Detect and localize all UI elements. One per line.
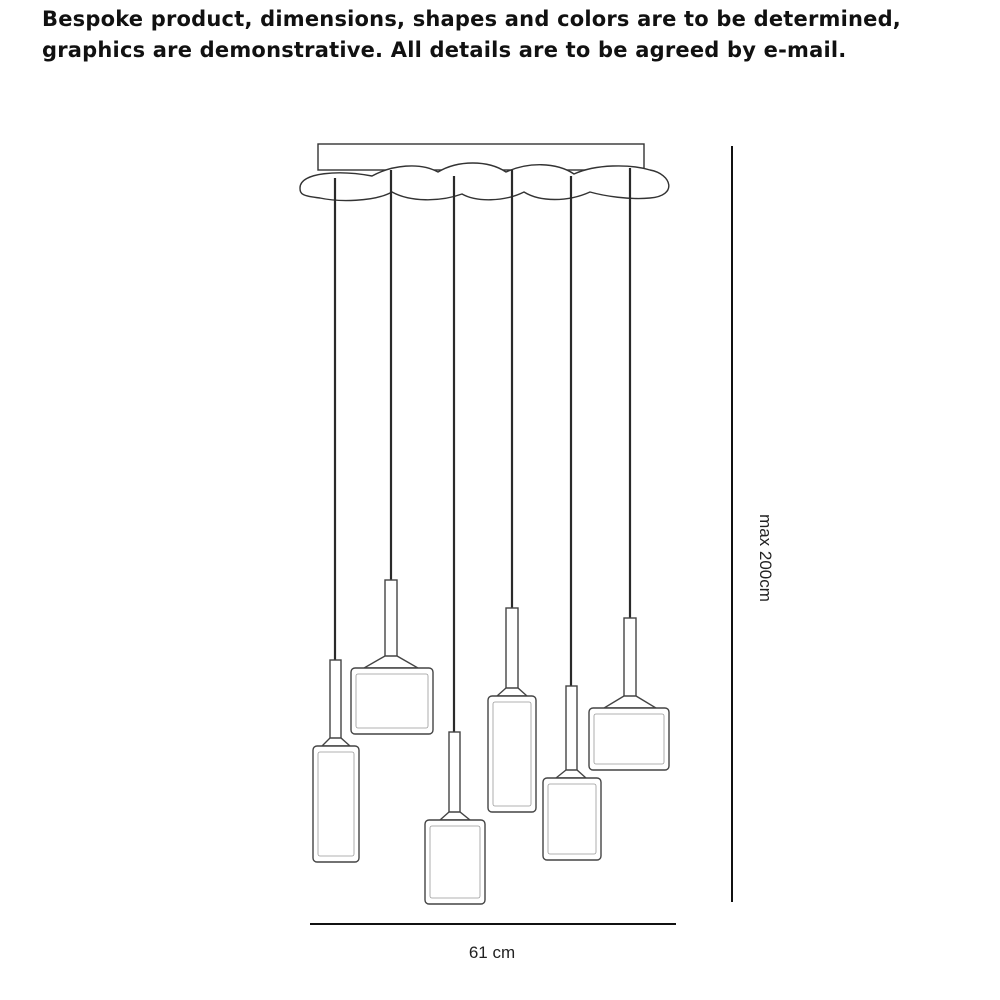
width-label: 61 cm <box>468 943 516 962</box>
bespoke-notice: Bespoke product, dimensions, shapes and colors are to be determined, graphics are demonstrative. All details are to be agreed by e-mail. <box>42 7 901 62</box>
lamp-shade-4 <box>488 608 536 812</box>
height-label: max 200cm <box>756 514 775 602</box>
lamp-shade-2 <box>351 580 433 734</box>
lamp-shade-6 <box>589 618 669 770</box>
lamp-shade-3 <box>425 732 485 904</box>
suspension-cables <box>335 168 630 732</box>
